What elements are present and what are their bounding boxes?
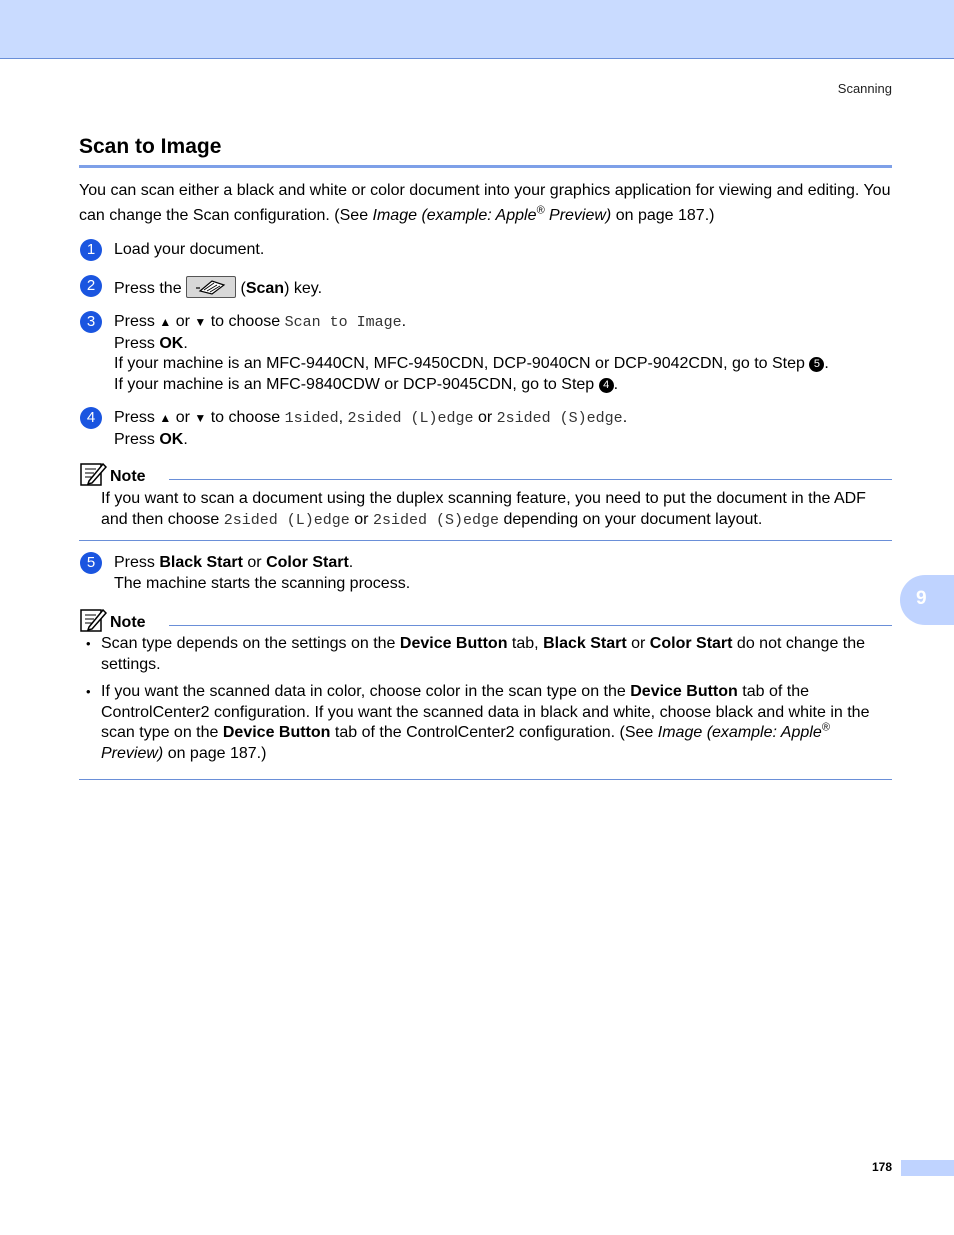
menu-option: 1sided [284,410,339,427]
arrow-up-icon: ▲ [159,411,172,425]
intro-link[interactable]: Image (example: Apple® Preview) [372,204,612,224]
note-bullet-list [79,634,892,771]
step-reference[interactable]: 5 [809,357,824,372]
arrow-down-icon: ▼ [194,315,207,329]
arrow-down-icon: ▼ [194,411,207,425]
chapter-tab[interactable] [900,575,954,625]
note-label: Note [110,614,146,631]
intro-paragraph [79,178,892,228]
section-title: Scan to Image [79,135,222,158]
note-box [79,461,892,541]
note-text: If you want to scan a document using the duplex scanning feature, you need to put the document in the ADF and then choose 2sided (L)edge or 2sided (S)edge depending on your document layout. [101,490,866,529]
step-number-badge: 3 [80,311,102,333]
step-text: Press Black Start or Color Start. The machine starts the scanning process. [114,554,411,592]
step-number-badge: 2 [80,275,102,297]
running-head: Scanning [837,81,892,96]
step-number-badge: 5 [80,552,102,574]
note-pencil-icon [79,607,107,633]
step-text: Load your document. [114,241,265,258]
note-bullet: • Scan type depends on the settings on the Device Button tab, Black Start or Color Start do not change the settings. [79,634,892,675]
title-rule [79,165,892,168]
step-number-badge: 1 [80,239,102,261]
note-rule [169,479,892,480]
chapter-number: 9 [916,588,927,609]
page-number: 178 [871,1160,892,1174]
header-band [0,0,954,59]
note-bullet: • If you want the scanned data in color, choose color in the scan type on the Device Button tab of the ControlCenter2 configuration. If you want the scanned data in black and white, choose black and white in the scan type on the Device Button tab of the ControlCenter2 configuration. (See Image (example: Apple® Preview) on page 187.) [79,682,892,764]
note-bottom-rule [79,779,892,780]
note-label: Note [110,468,146,485]
step-text: Press ▲ or ▼ to choose Scan to Image. Press OK. If your machine is an MFC-9440CN, MFC-9450CDN, DCP-9040CN or DCP-9042CDN, go to Step 5 . If your machine is an MFC-9840CDW or DCP-9045CDN, go to Step 4 . [114,313,829,393]
page-number-bar [901,1160,954,1176]
intro-text: You can scan either a black and white or color document into your graphics application for viewing and editing. You can change the Scan configuration. (See [79,182,891,224]
menu-option: Scan to Image [284,314,402,331]
intro-text-end: on page 187.) [611,207,715,224]
scan-key-icon [186,276,236,298]
step-text: Press the (Scan) key. [114,276,894,300]
menu-option: 2sided (S)edge [496,410,623,427]
menu-option: 2sided (L)edge [347,410,474,427]
note-rule [169,625,892,626]
note-bottom-rule [79,540,892,541]
step-number-badge: 4 [80,407,102,429]
arrow-up-icon: ▲ [159,315,172,329]
note-pencil-icon [79,461,107,487]
step-reference[interactable]: 4 [599,378,614,393]
note-link[interactable]: Image (example: Apple® Preview) [101,721,830,762]
step-text: Press ▲ or ▼ to choose 1sided, 2sided (L)edge or 2sided (S)edge. Press OK. [114,409,628,448]
note-box [79,607,892,781]
